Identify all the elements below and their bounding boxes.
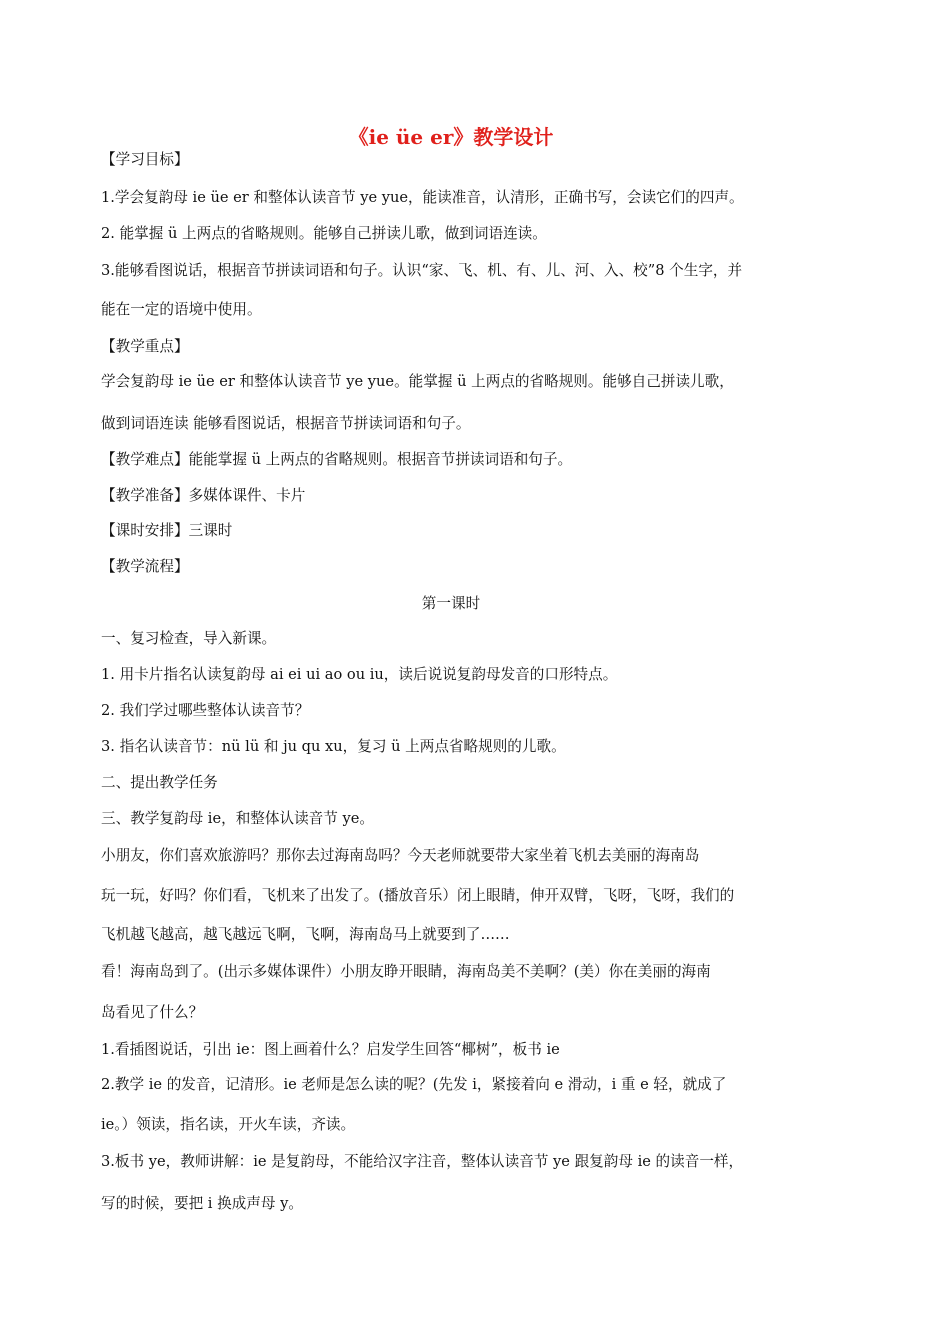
- paragraph-line: 3. 指名认读音节：nü lü 和 ju qu xu，复习 ü 上两点省略规则的儿歌。: [101, 738, 566, 755]
- paragraph-line: ie。）领读，指名读，开火车读，齐读。: [101, 1116, 356, 1133]
- paragraph-line: 1.看插图说话，引出 ie：图上画着什么？启发学生回答“椰树”，板书 ie: [101, 1041, 560, 1058]
- paragraph-line: 飞机越飞越高，越飞越远飞啊，飞啊，海南岛马上就要到了……: [101, 926, 510, 943]
- section-heading-schedule: 【课时安排】三课时: [101, 522, 233, 539]
- paragraph-line: 岛看见了什么？: [101, 1004, 204, 1021]
- paragraph-line: 小朋友，你们喜欢旅游吗？那你去过海南岛吗？今天老师就要带大家坐着飞机去美丽的海南岛: [101, 847, 700, 864]
- paragraph-line: 二、提出教学任务: [101, 774, 218, 791]
- paragraph-line: 学会复韵母 ie üe er 和整体认读音节 ye yue。能掌握 ü 上两点的省略规则。能够自己拼读儿歌，: [101, 373, 734, 390]
- paragraph-line: 2.教学 ie 的发音，记清形。ie 老师是怎么读的呢？(先发 i，紧接着向 e 滑动，i 重 e 轻，就成了: [101, 1076, 727, 1093]
- paragraph-line: 2. 能掌握 ü 上两点的省略规则。能够自己拼读儿歌，做到词语连读。: [101, 225, 547, 242]
- paragraph-line: 一、复习检查，导入新课。: [101, 630, 277, 647]
- lesson-heading: 第一课时: [421, 595, 481, 612]
- section-heading-difficulties: 【教学难点】能能掌握 ü 上两点的省略规则。根据音节拼读词语和句子。: [101, 451, 573, 468]
- paragraph-line: 写的时候，要把 i 换成声母 y。: [101, 1195, 303, 1212]
- paragraph-line: 玩一玩，好吗？你们看，飞机来了出发了。(播放音乐）闭上眼睛，伸开双臂，飞呀，飞呀，我们的: [101, 887, 735, 904]
- paragraph-line: 3.能够看图说话，根据音节拼读词语和句子。认识“家、飞、机、有、儿、河、入、校”8 个生字，并: [101, 262, 743, 279]
- document-title: 《ie üe er》教学设计: [348, 125, 554, 149]
- paragraph-line: 看！海南岛到了。(出示多媒体课件）小朋友睁开眼睛，海南岛美不美啊？(美）你在美丽的海南: [101, 963, 711, 980]
- section-heading-process: 【教学流程】: [101, 558, 189, 575]
- section-heading-preparation: 【教学准备】多媒体课件、卡片: [101, 487, 306, 504]
- paragraph-line: 1.学会复韵母 ie üe er 和整体认读音节 ye yue，能读准音，认清形，正确书写，会读它们的四声。: [101, 189, 744, 206]
- paragraph-line: 能在一定的语境中使用。: [101, 301, 262, 318]
- paragraph-line: 3.板书 ye，教师讲解：ie 是复韵母，不能给汉字注音，整体认读音节 ye 跟复韵母 ie 的读音一样，: [101, 1153, 744, 1170]
- paragraph-line: 做到词语连读 能够看图说话，根据音节拼读词语和句子。: [101, 415, 471, 432]
- paragraph-line: 1. 用卡片指名认读复韵母 ai ei ui ao ou iu，读后说说复韵母发音的口形特点。: [101, 666, 618, 683]
- section-heading-objectives: 【学习目标】: [101, 151, 189, 168]
- paragraph-line: 三、教学复韵母 ie，和整体认读音节 ye。: [101, 810, 374, 827]
- section-heading-key-points: 【教学重点】: [101, 338, 189, 355]
- paragraph-line: 2. 我们学过哪些整体认读音节？: [101, 702, 310, 719]
